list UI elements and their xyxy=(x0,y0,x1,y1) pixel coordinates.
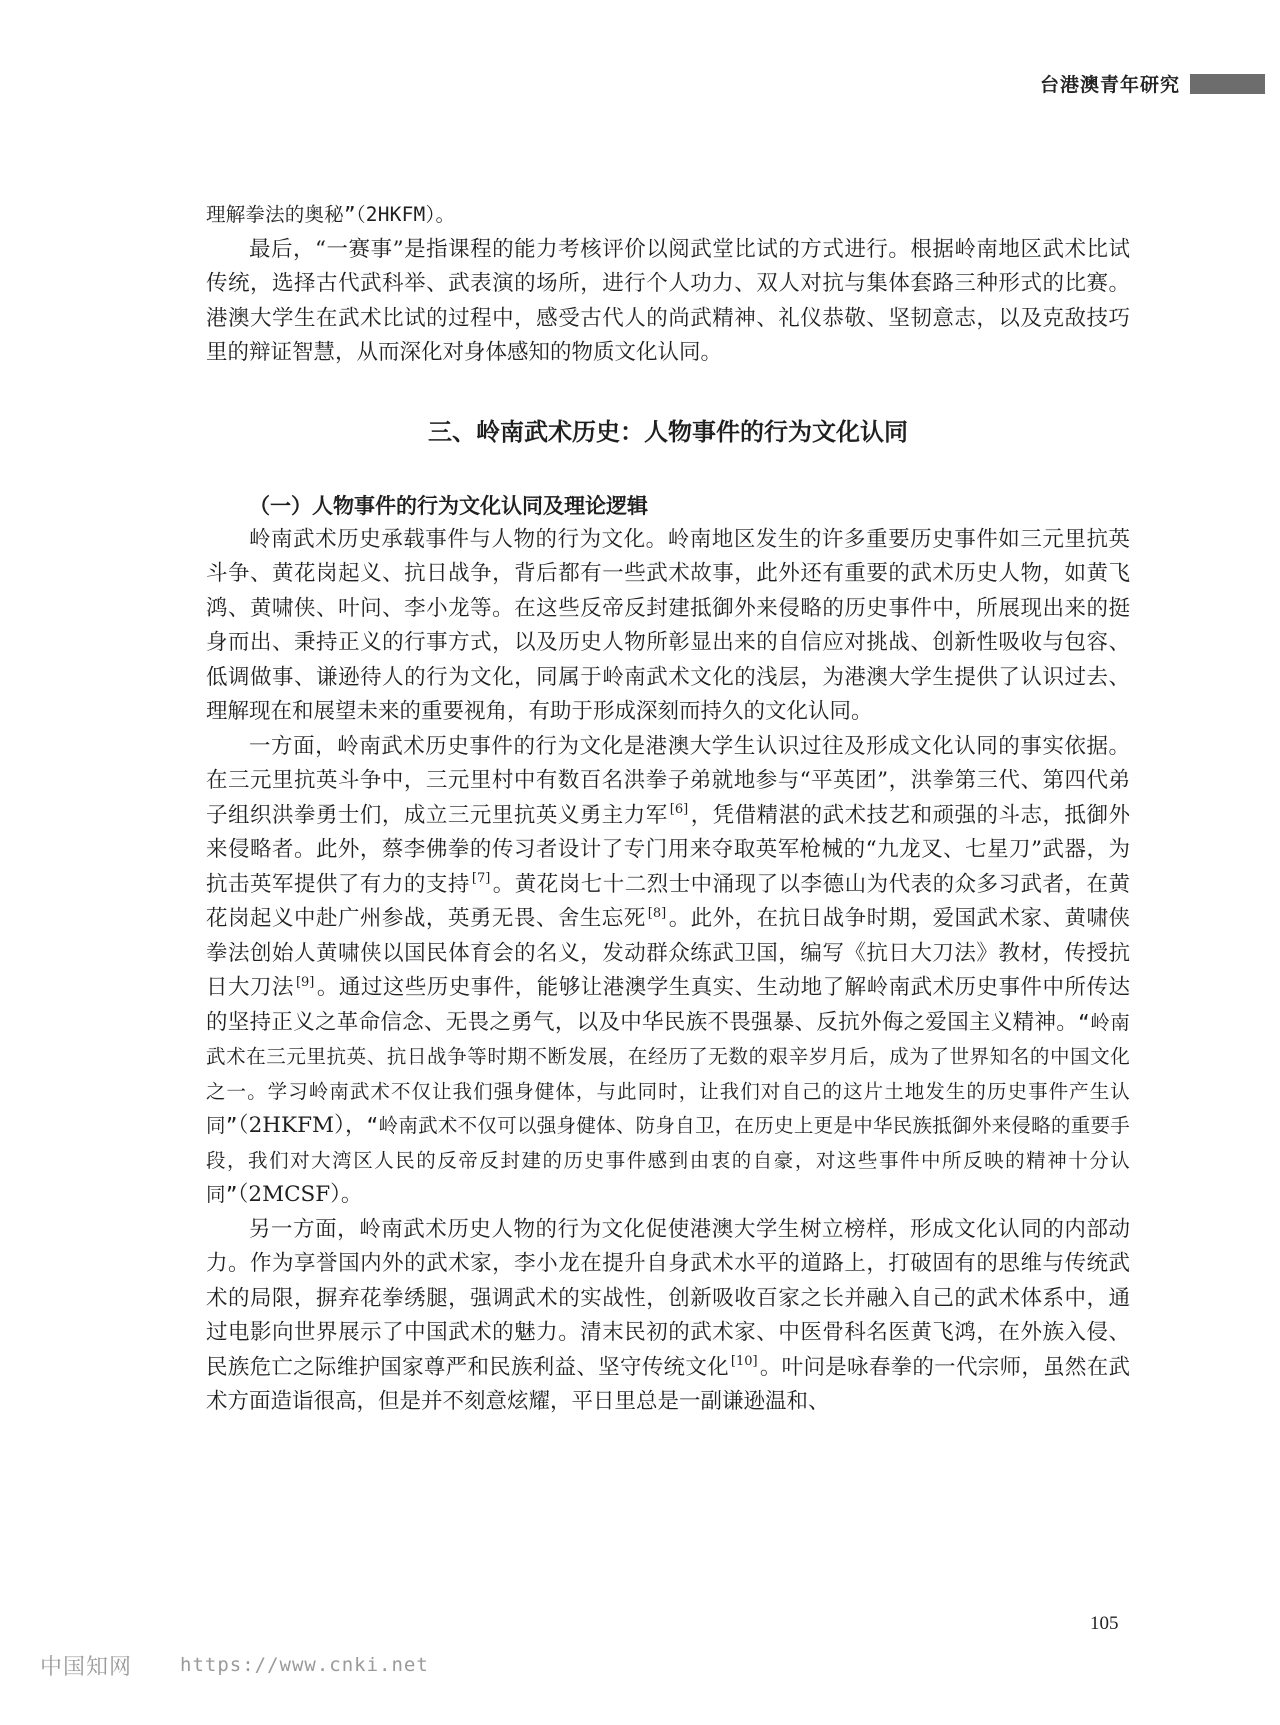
citation-ref[interactable]: [7] xyxy=(471,871,491,887)
page-number: 105 xyxy=(1090,1613,1119,1634)
citation-ref[interactable]: [6] xyxy=(669,802,689,818)
text-run: 一方面，岭南武术历史事件的行为文化是港澳大学生认识过往及形成文化认同的事实依据。在三元里抗英斗争中，三元里村中有数百名洪拳子弟就地参与“平英团”，洪拳第三代、第四代弟子组织洪拳勇士们，成立三元里抗英义勇主力军 xyxy=(206,733,1130,828)
text-run: 。通过这些历史事件，能够让港澳学生真实、生动地了解岭南武术历史事件中所传达的坚持正义之革命信念、无畏之勇气，以及中华民族不畏强暴、反抗外侮之爱国主义精神。 xyxy=(206,975,1130,1035)
watermark-url[interactable]: https://www.cnki.net xyxy=(180,1654,429,1676)
text-run: 。此外，在抗日战争时期，爱国武术家、黄啸侠拳法创始人黄啸侠以国民体育会的名义，发动群众练武卫国，编写《抗日大刀法》教材，传授抗日大刀法 xyxy=(206,906,1130,1000)
source-code: （2MCSF）。 xyxy=(237,1182,363,1207)
section-title: 三、岭南武术历史：人物事件的行为文化认同 xyxy=(428,417,908,446)
quote-text: “岭南武术在三元里抗英、抗日战争等时期不断发展，在经历了无数的艰辛岁月后，成为了世界知名的中国文化之一。学习岭南武术不仅让我们强身健体，与此同时，让我们对自己的这片土地发生的历史事件产生认同” xyxy=(206,1010,1130,1137)
paragraph: 最后，“一赛事”是指课程的能力考核评价以阅武堂比试的方式进行。根据岭南地区武术比试传统，选择古代武科举、武表演的场所，进行个人功力、双人对抗与集体套路三种形式的比赛。港澳大学生在武术比试的过程中，感受古代人的尚武精神、礼仪恭敬、坚韧意志，以及克敌技巧里的辩证智慧，从而深化对身体感知的物质文化认同。 xyxy=(206,236,1130,365)
subsection-title: （一）人物事件的行为文化认同及理论逻辑 xyxy=(249,493,648,518)
journal-title: 台港澳青年研究 xyxy=(1040,74,1181,96)
source-code: （2HKFM）， xyxy=(237,1113,367,1138)
quote-text: “岭南武术不仅可以强身健体、防身自卫，在历史上更是中华民族抵御外来侵略的重要手段，我们对大湾区人民的反帝反封建的历史事件感到由衷的自豪，对这些事件中所反映的精神十分认同” xyxy=(206,1114,1130,1206)
paragraph-continued xyxy=(206,198,1130,233)
citation-ref[interactable]: [9] xyxy=(295,974,315,990)
text-run: 。黄花岗七十二烈士中涌现了以李德山为代表的众多习武者，在黄花岗起义中赴广州参战，英勇无畏、舍生忘死 xyxy=(206,871,1130,931)
header-bar xyxy=(1190,74,1265,94)
page-header xyxy=(1040,70,1265,97)
text-run: 另一方面，岭南武术历史人物的行为文化促使港澳大学生树立榜样，形成文化认同的内部动力。作为享誉国内外的武术家，李小龙在提升自身武术水平的道路上，打破固有的思维与传统武术的局限，摒弃花拳绣腿，强调武术的实战性，创新吸收百家之长并融入自己的武术体系中，通过电影向世界展示了中国武术的魅力。清末民初的武术家、中医骨科名医黄飞鸿，在外族入侵、民族危亡之际维护国家尊严和民族利益、坚守传统文化 xyxy=(206,1216,1130,1380)
paragraph xyxy=(206,730,1130,1213)
watermark-name: 中国知网 xyxy=(40,1655,133,1680)
citation-ref[interactable]: [8] xyxy=(647,905,667,921)
text-run: ，凭借精湛的武术技艺和顽强的斗志，抵御外来侵略者。此外，蔡李佛拳的传习者设计了专门用来夺取英军枪械的“九龙叉、七星刀”武器，为抗击英军提供了有力的支持 xyxy=(206,802,1130,897)
quote-text: 理解拳法的奥秘”（2HKFM）。 xyxy=(206,203,456,226)
citation-ref[interactable]: [10] xyxy=(730,1354,758,1370)
text-run: 。叶问是咏春拳的一代宗师，虽然在武术方面造诣很高，但是并不刻意炫耀，平日里总是一副谦逊温和、 xyxy=(206,1354,1130,1414)
paragraph: 岭南武术历史承载事件与人物的行为文化。岭南地区发生的许多重要历史事件如三元里抗英斗争、黄花岗起义、抗日战争，背后都有一些武术故事，此外还有重要的武术历史人物，如黄飞鸿、黄啸侠、叶问、李小龙等。在这些反帝反封建抵御外来侵略的历史事件中，所展现出来的挺身而出、秉持正义的行事方式，以及历史人物所彰显出来的自信应对挑战、创新性吸收与包容、低调做事、谦逊待人的行为文化，同属于岭南武术文化的浅层，为港澳大学生提供了认识过去、理解现在和展望未来的重要视角，有助于形成深刻而持久的文化认同。 xyxy=(206,526,1130,724)
paragraph xyxy=(206,1213,1130,1420)
article-body xyxy=(206,198,1130,1420)
